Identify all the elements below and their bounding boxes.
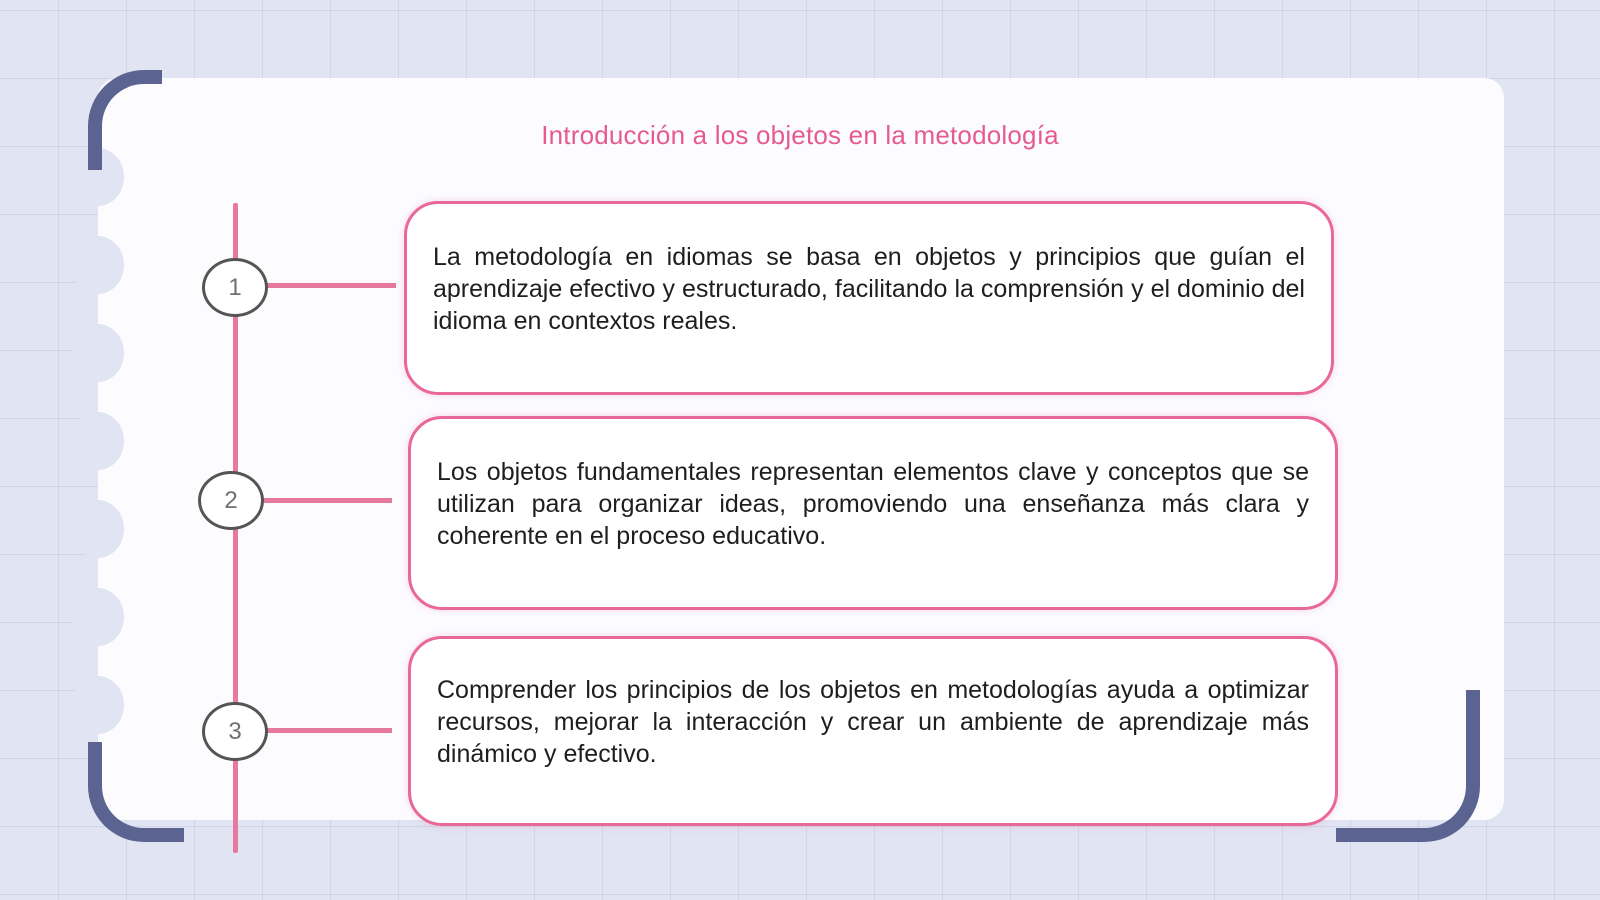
frame-corner-bottom-left <box>88 742 184 842</box>
timeline-connector <box>266 283 396 288</box>
page-edge-notch <box>72 500 124 558</box>
step-badge <box>202 702 268 761</box>
timeline-connector <box>262 498 392 503</box>
page-edge-notch <box>72 676 124 734</box>
step-text: Los objetos fundamentales representan elementos clave y conceptos que se utilizan para organizar ideas, promoviendo una enseñanza más clara y coherente en el proceso educativo. <box>437 458 1309 550</box>
frame-corner-top-left <box>88 70 162 170</box>
step-card <box>404 201 1334 395</box>
page-edge-notch <box>72 412 124 470</box>
step-text: Comprender los principios de los objetos en metodologías ayuda a optimizar recursos, mejorar la interacción y crear un ambiente de aprendizaje más dinámico y efectivo. <box>437 676 1309 768</box>
step-number: 1 <box>228 273 242 301</box>
step-card <box>408 636 1338 826</box>
step-badge <box>202 258 268 317</box>
frame-corner-bottom-right <box>1336 690 1480 842</box>
step-badge <box>198 471 264 530</box>
step-card <box>408 416 1338 610</box>
page-edge-notch <box>72 324 124 382</box>
page-edge-notch <box>72 236 124 294</box>
page-edge-notch <box>72 588 124 646</box>
slide-title: Introducción a los objetos en la metodología <box>541 120 1059 150</box>
step-number: 3 <box>228 717 242 745</box>
step-text: La metodología en idiomas se basa en objetos y principios que guían el aprendizaje efectivo y estructurado, facilitando la comprensión y el dominio del idioma en contextos reales. <box>433 243 1305 335</box>
step-number: 2 <box>224 486 238 514</box>
timeline-connector <box>266 728 392 733</box>
